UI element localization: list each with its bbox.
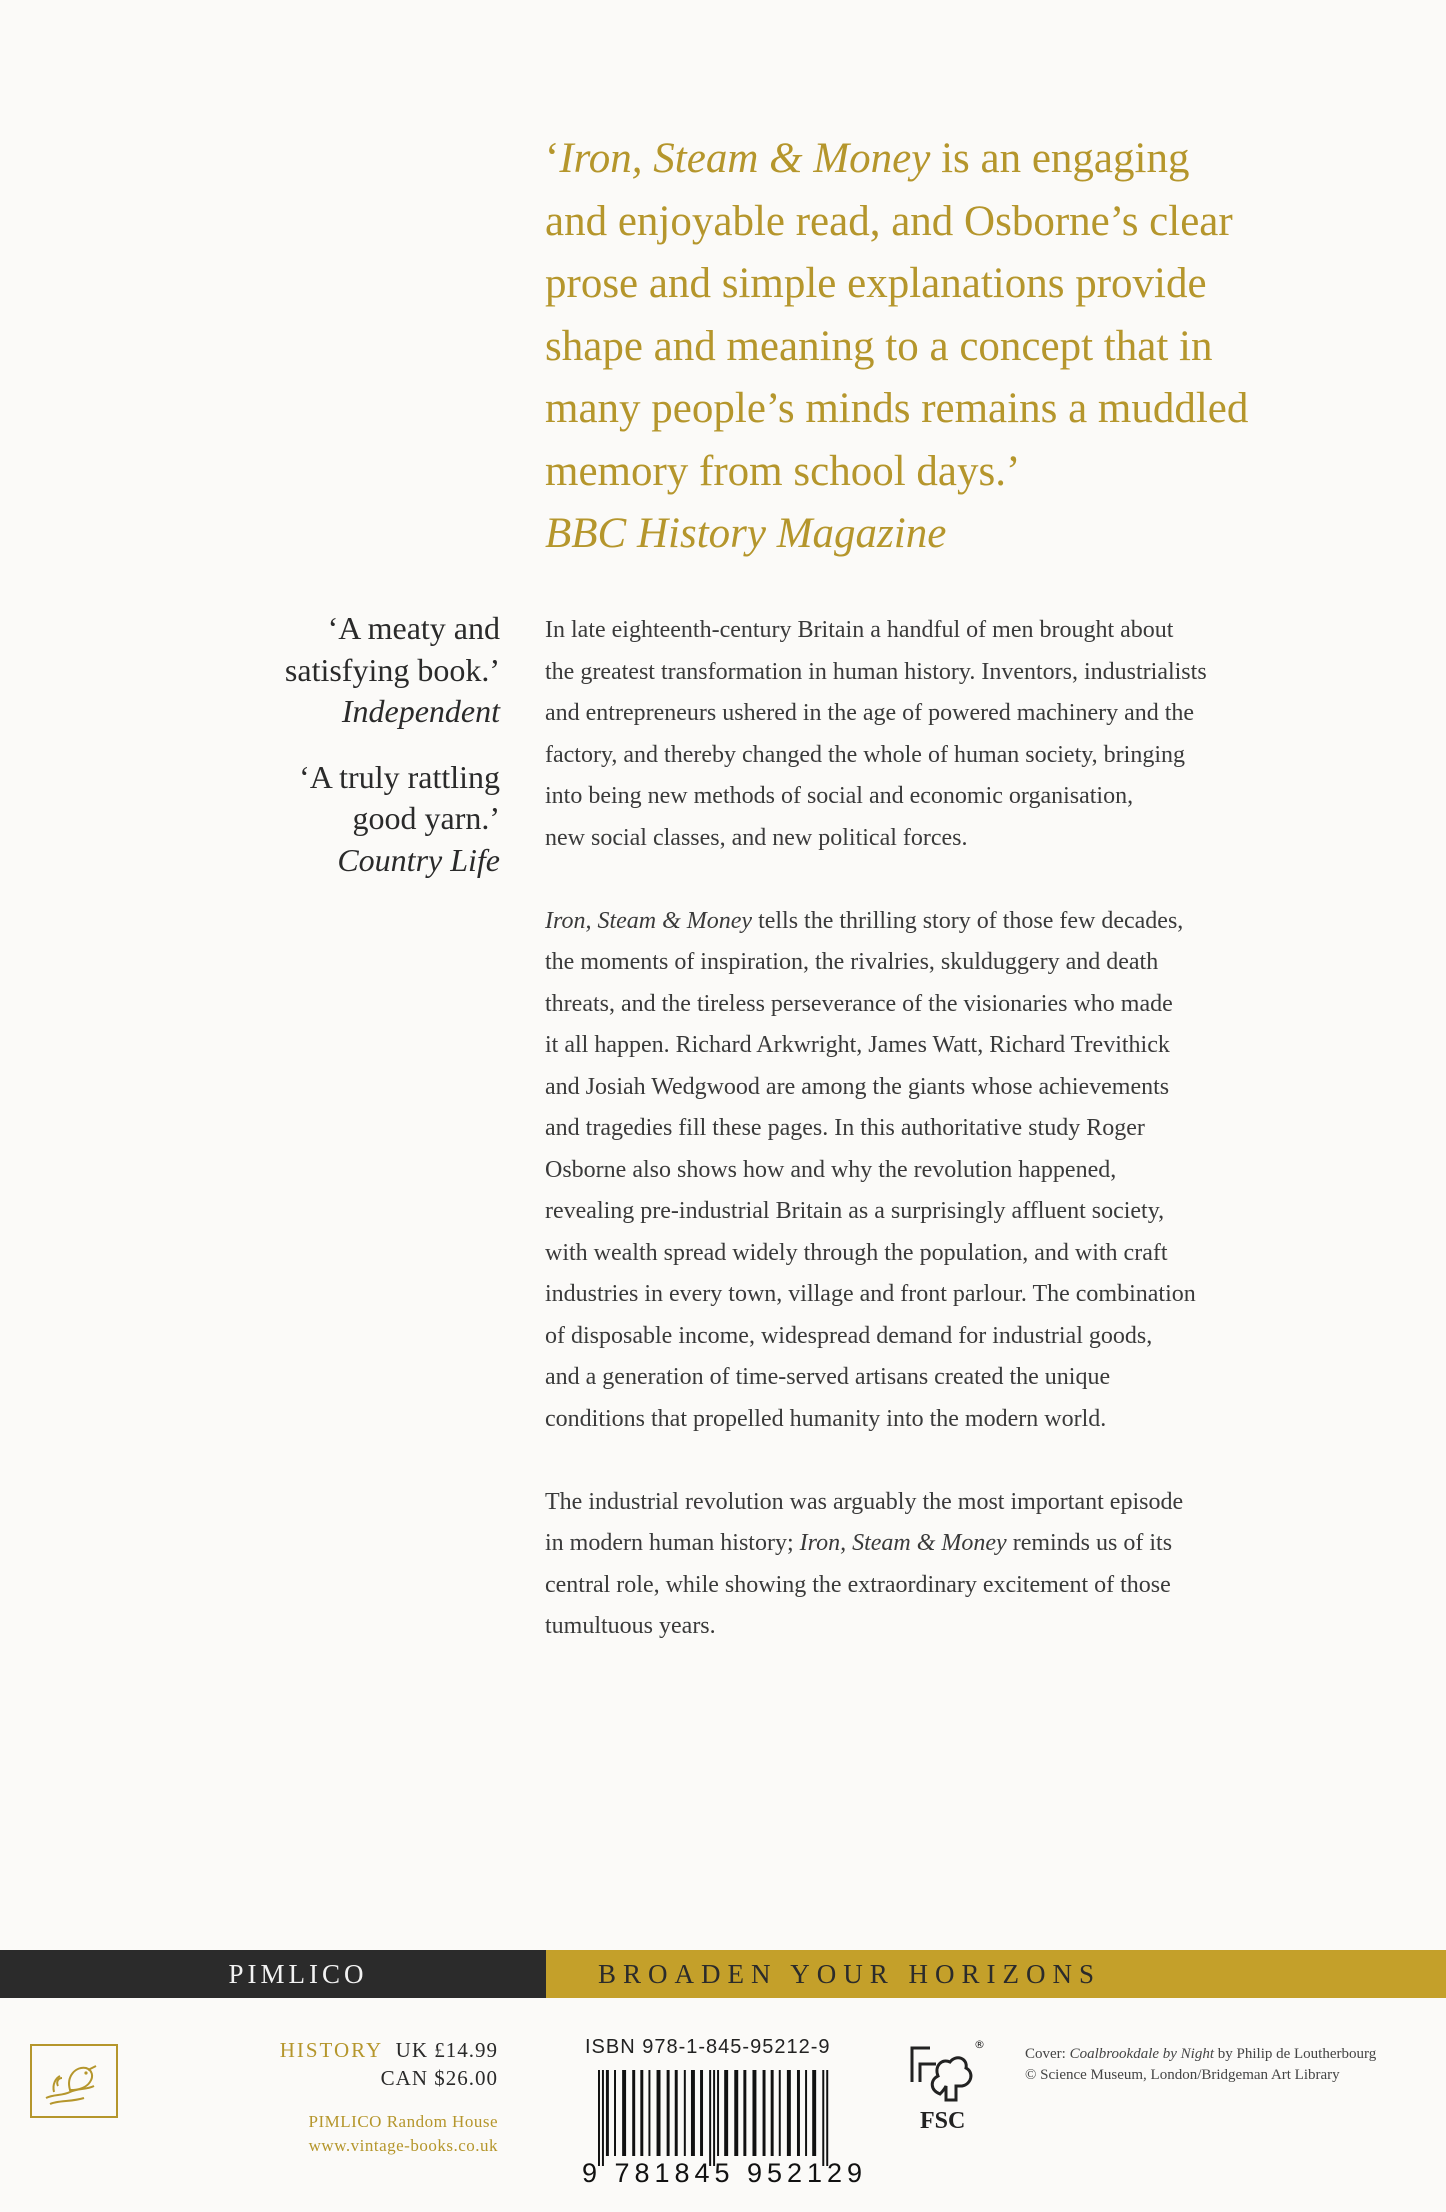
quote-line: memory from school days.’: [545, 447, 1021, 495]
svg-text:®: ®: [974, 2038, 985, 2051]
book-title: Iron, Steam & Money: [545, 907, 753, 934]
blurb-paragraph-3: [545, 1482, 1335, 1648]
uk-price: UK £14.99: [395, 2038, 498, 2062]
blurb-line: the moments of inspiration, the rivalries, skulduggery and death: [545, 949, 1159, 975]
barcode-bar: [691, 2070, 695, 2156]
side-quote-source: Country Life: [337, 841, 500, 878]
blurb-paragraph-2: [545, 901, 1335, 1441]
barcode-bar: [675, 2070, 678, 2156]
blurb-text: reminds us of its: [1006, 1530, 1173, 1556]
artwork-title: Coalbrookdale by Night: [1069, 2046, 1215, 2062]
barcode-bar: [606, 2070, 609, 2156]
blurb-paragraph-1: [545, 610, 1335, 859]
credit-line-1: [1025, 2044, 1445, 2065]
credit-artist: by Philip de Loutherbourg: [1214, 2046, 1377, 2062]
barcode-bar: [657, 2070, 661, 2156]
barcode-bar: [743, 2070, 746, 2156]
can-price: CAN $26.00: [380, 2066, 498, 2090]
pimlico-bird-logo-icon: [30, 2044, 118, 2118]
blurb-text: tells the thrilling story of those few decades,: [752, 907, 1184, 934]
imprint-block: [230, 2110, 498, 2158]
barcode-bar: [622, 2070, 626, 2156]
credit-line-2: © Science Museum, London/Bridgeman Art Library: [1025, 2067, 1340, 2083]
blurb-line: tumultuous years.: [545, 1613, 716, 1639]
barcode-bar: [667, 2070, 670, 2156]
barcode-bar: [640, 2070, 643, 2156]
blurb: [545, 610, 1335, 1689]
blurb-text: in modern human history;: [545, 1530, 800, 1556]
blurb-line: and Josiah Wedgwood are among the giants whose achievements: [545, 1073, 1170, 1100]
side-quote-line: good yarn.’: [352, 800, 500, 836]
barcode-bar: [771, 2070, 774, 2156]
cover-credit: [1025, 2044, 1445, 2086]
publisher-band: [0, 1950, 1446, 1998]
barcode-bar: [602, 2070, 604, 2166]
blurb-line: and tragedies fill these pages. In this authoritative study Roger: [545, 1115, 1145, 1141]
price-block: [230, 2036, 498, 2158]
blurb-line: it all happen. Richard Arkwright, James Watt, Richard Trevithick: [545, 1032, 1170, 1058]
isbn-label: ISBN 978-1-845-95212-9: [585, 2036, 831, 2058]
blurb-line: with wealth spread widely through the population, and with craft: [545, 1239, 1168, 1266]
price-line-uk: [230, 2036, 498, 2064]
quote-line: prose and simple explanations provide: [545, 260, 1207, 307]
quote-line: many people’s minds remains a muddled: [545, 385, 1249, 432]
barcode-bar: [614, 2070, 616, 2156]
barcode-digits: 9 781845 952129: [582, 2158, 862, 2188]
blurb-line: The industrial revolution was arguably the most important episode: [545, 1488, 1184, 1515]
blurb-line: and entrepreneurs ushered in the age of powered machinery and the: [545, 700, 1195, 726]
barcode-bar: [763, 2070, 766, 2156]
barcode-bar: [826, 2070, 828, 2166]
book-title: Iron, Steam & Money: [799, 1530, 1007, 1556]
blurb-line: In late eighteenth-century Britain a handful of men brought about: [545, 617, 1174, 643]
barcode-bar: [648, 2070, 650, 2156]
barcode-bar: [632, 2070, 635, 2156]
barcode-bar: [684, 2070, 686, 2156]
side-quote: [230, 608, 500, 733]
barcode-bar: [812, 2070, 816, 2156]
barcode-bar: [787, 2070, 791, 2156]
barcode-bar: [797, 2070, 800, 2156]
blurb-line: Osborne also shows how and why the revolution happened,: [545, 1156, 1117, 1183]
barcode-bar: [734, 2070, 738, 2156]
imprint: PIMLICO Random House: [308, 2112, 498, 2131]
barcode-bar: [724, 2070, 728, 2156]
barcode-bar: [700, 2070, 703, 2156]
blurb-line: into being new methods of social and economic organisation,: [545, 783, 1134, 809]
side-quotes: [230, 608, 500, 905]
quote-source: BBC History Magazine: [545, 510, 947, 557]
fsc-text: FSC: [920, 2108, 966, 2134]
barcode-bar: [752, 2070, 756, 2156]
side-quote-source: Independent: [341, 693, 500, 729]
blurb-line: threats, and the tireless perseverance of the visionaries who made: [545, 990, 1173, 1017]
blurb-line: the greatest transformation in human history. Inventors, industrialists: [545, 658, 1207, 685]
fsc-logo-icon: [900, 2036, 990, 2146]
quote-book-title: Iron, Steam & Money: [559, 135, 931, 182]
barcode-bar: [709, 2070, 711, 2166]
side-quote-line: ‘A truly rattling: [299, 758, 500, 795]
barcode-bar: [822, 2070, 824, 2166]
publisher-name: PIMLICO: [0, 1950, 546, 1998]
blurb-line: factory, and thereby changed the whole of human society, bringing: [545, 741, 1186, 768]
quote-line: and enjoyable read, and Osborne’s clear: [545, 197, 1233, 245]
barcode-bar: [713, 2070, 715, 2166]
blurb-line: conditions that propelled humanity into the modern world.: [545, 1405, 1107, 1432]
quote-line: shape and meaning to a concept that in: [545, 322, 1213, 370]
barcode-bar: [779, 2070, 781, 2156]
blurb-line: revealing pre-industrial Britain as a surprisingly affluent society,: [545, 1198, 1165, 1224]
credit-prefix: Cover:: [1025, 2046, 1070, 2062]
slogan: BROADEN YOUR HORIZONS: [546, 1950, 1446, 1998]
side-quote: [230, 757, 500, 882]
main-review-quote: [545, 128, 1345, 566]
blurb-line: [545, 1523, 1335, 1565]
blurb-line: of disposable income, widespread demand for industrial goods,: [545, 1322, 1153, 1349]
blurb-line: new social classes, and new political forces.: [545, 824, 968, 851]
barcode-bar: [717, 2070, 719, 2156]
barcode: [578, 2068, 868, 2188]
website: www.vintage-books.co.uk: [308, 2136, 498, 2155]
barcode-bar: [598, 2070, 600, 2166]
barcode-bar: [805, 2070, 807, 2156]
blurb-line: and a generation of time-served artisans created the unique: [545, 1364, 1111, 1390]
quote-line: ‘Iron, Steam & Money is an engaging: [545, 135, 1190, 182]
blurb-line: central role, while showing the extraordinary excitement of those: [545, 1571, 1171, 1598]
blurb-line: industries in every town, village and front parlour. The combination: [545, 1281, 1196, 1307]
blurb-line: [545, 901, 1335, 943]
side-quote-line: satisfying book.’: [284, 651, 500, 688]
category-label: HISTORY: [279, 2038, 384, 2062]
side-quote-line: ‘A meaty and: [327, 610, 500, 646]
